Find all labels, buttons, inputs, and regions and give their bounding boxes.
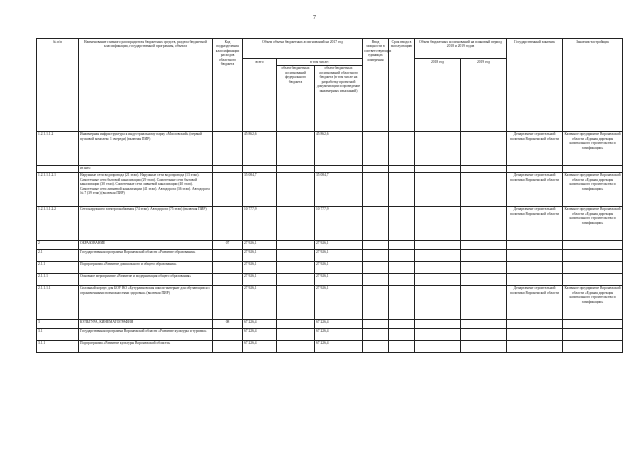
header-federal: объем бюджетных ассигнований федерального бюджета xyxy=(277,65,315,131)
cell-power xyxy=(363,261,389,273)
header-num: № п/п xyxy=(37,39,79,132)
header-planned: Объем бюджетных ассигнований на плановый период 2018 и 2019 годов xyxy=(415,39,507,59)
cell-regional: 27 926,1 xyxy=(315,240,363,249)
cell-total: 67 226,4 xyxy=(243,319,277,328)
cell-power xyxy=(363,165,389,172)
cell-code xyxy=(213,165,243,172)
table-row xyxy=(37,261,623,273)
cell-code xyxy=(213,131,243,165)
table-row xyxy=(37,165,623,172)
header-customer: Государственный заказчик xyxy=(507,39,563,132)
cell-customer xyxy=(507,261,563,273)
cell-regional: 35 084,7 xyxy=(315,172,363,206)
table-row xyxy=(37,206,623,240)
cell-code xyxy=(213,172,243,206)
table-row xyxy=(37,240,623,249)
cell-period xyxy=(389,261,415,273)
table-row xyxy=(37,285,623,319)
cell-code xyxy=(213,273,243,285)
cell-regional: 27 926,1 xyxy=(315,285,363,319)
cell-num: 3 xyxy=(37,319,79,328)
cell-2019 xyxy=(461,172,507,206)
cell-customer: Департамент строительной политики Воронежской области xyxy=(507,131,563,165)
cell-2018 xyxy=(415,240,461,249)
cell-2019 xyxy=(461,261,507,273)
cell-2018 xyxy=(415,206,461,240)
cell-power xyxy=(363,249,389,261)
cell-federal xyxy=(277,165,315,172)
cell-regional: 10 777,9 xyxy=(315,206,363,240)
cell-customer xyxy=(507,319,563,328)
cell-name: ОБРАЗОВАНИЕ xyxy=(79,240,213,249)
cell-2018 xyxy=(415,172,461,206)
cell-customer xyxy=(507,249,563,261)
cell-num: 1.2.1.1.1.2.2 xyxy=(37,206,79,240)
cell-builder: Казенное предприятие Воронежской области «Единая дирекция капитального строительства и газификации» xyxy=(563,131,623,165)
cell-builder xyxy=(563,319,623,328)
table-row xyxy=(37,340,623,352)
cell-2018 xyxy=(415,328,461,340)
cell-power xyxy=(363,240,389,249)
cell-2019 xyxy=(461,206,507,240)
table-row xyxy=(37,319,623,328)
cell-2019 xyxy=(461,319,507,328)
table-row xyxy=(37,172,623,206)
cell-num: 3.1 xyxy=(37,328,79,340)
cell-num: 2.1.1.1 xyxy=(37,273,79,285)
cell-total: 10 777,9 xyxy=(243,206,277,240)
cell-code xyxy=(213,285,243,319)
cell-total: 27 926,1 xyxy=(243,240,277,249)
cell-num: 3.1.1 xyxy=(37,340,79,352)
table-row xyxy=(37,273,623,285)
cell-customer xyxy=(507,240,563,249)
cell-2018 xyxy=(415,285,461,319)
cell-builder: Казенное предприятие Воронежской области «Единая дирекция капитального строительства и газификации» xyxy=(563,172,623,206)
cell-name: Подпрограмма «Развитие культуры Воронежской области» xyxy=(79,340,213,352)
cell-period xyxy=(389,249,415,261)
cell-num: 2 xyxy=(37,240,79,249)
cell-builder xyxy=(563,165,623,172)
cell-power xyxy=(363,172,389,206)
table-row xyxy=(37,131,623,165)
cell-2018 xyxy=(415,319,461,328)
cell-customer xyxy=(507,165,563,172)
header-2018: 2018 год xyxy=(415,59,461,132)
cell-name: Основное мероприятие «Развитие и модернизация общего образования» xyxy=(79,273,213,285)
cell-2019 xyxy=(461,165,507,172)
cell-period xyxy=(389,273,415,285)
cell-federal xyxy=(277,206,315,240)
cell-federal xyxy=(277,273,315,285)
cell-total: 67 226,4 xyxy=(243,340,277,352)
header-name: Наименование главного распорядителя бюджетных средств, раздела бюджетной классификации, государственной программы, объекта xyxy=(79,39,213,132)
cell-federal xyxy=(277,285,315,319)
cell-name: Инженерная инфраструктура к индустриальному парку «Масловский» (первый пусковой комплекс 1 очереди) (включая ПИР) xyxy=(79,131,213,165)
cell-num: 2.1.1 xyxy=(37,261,79,273)
cell-2018 xyxy=(415,340,461,352)
cell-regional: 27 926,1 xyxy=(315,273,363,285)
cell-num: 1.2.1.1.1.2.1 xyxy=(37,172,79,206)
cell-regional: 67 226,4 xyxy=(315,328,363,340)
header-code: Код подразделения классификации расходов областного бюджета xyxy=(213,39,243,132)
cell-federal xyxy=(277,328,315,340)
cell-total: 27 926,1 xyxy=(243,261,277,273)
cell-power xyxy=(363,131,389,165)
header-regional: объем бюджетных ассигнований областного бюджета (в том числе на разработку проектной документации и проведение инженерных изысканий) xyxy=(315,65,363,131)
cell-period xyxy=(389,340,415,352)
cell-total: 35 084,7 xyxy=(243,172,277,206)
cell-total xyxy=(243,165,277,172)
cell-2019 xyxy=(461,340,507,352)
cell-name: Государственная программа Воронежской области «Развитие образования» xyxy=(79,249,213,261)
cell-federal xyxy=(277,240,315,249)
header-power: Ввод мощности в соответствующих единицах измерения xyxy=(363,39,389,132)
cell-total: 27 926,1 xyxy=(243,273,277,285)
cell-total: 45 862,6 xyxy=(243,131,277,165)
cell-customer: Департамент строительной политики Воронежской области xyxy=(507,206,563,240)
cell-customer xyxy=(507,328,563,340)
cell-2018 xyxy=(415,249,461,261)
cell-2019 xyxy=(461,285,507,319)
cell-total: 27 926,1 xyxy=(243,249,277,261)
cell-2018 xyxy=(415,131,461,165)
cell-federal xyxy=(277,340,315,352)
cell-2018 xyxy=(415,165,461,172)
header-2019: 2019 год xyxy=(461,59,507,132)
cell-builder xyxy=(563,249,623,261)
cell-builder xyxy=(563,273,623,285)
cell-num xyxy=(37,165,79,172)
cell-federal xyxy=(277,261,315,273)
cell-regional xyxy=(315,165,363,172)
cell-power xyxy=(363,319,389,328)
cell-name: Спальный корпус для БОУ ВО «Бутурлиновская школа-интернат для обучающихся с ограниченными возможностями здоровья» (включая ПИР) xyxy=(79,285,213,319)
cell-federal xyxy=(277,249,315,261)
cell-num: 2.1.1.1.1 xyxy=(37,285,79,319)
cell-name: Подпрограмма «Развитие дошкольного и общего образования» xyxy=(79,261,213,273)
cell-federal xyxy=(277,131,315,165)
cell-code xyxy=(213,340,243,352)
cell-customer xyxy=(507,273,563,285)
cell-builder xyxy=(563,240,623,249)
cell-num: 1.2.1.1.1.2 xyxy=(37,131,79,165)
cell-builder: Казенное предприятие Воронежской области «Единая дирекция капитального строительства и газификации» xyxy=(563,206,623,240)
cell-federal xyxy=(277,172,315,206)
cell-name: из них: xyxy=(79,165,213,172)
cell-code xyxy=(213,261,243,273)
cell-builder: Казенное предприятие Воронежской области «Единая дирекция капитального строительства и газификации» xyxy=(563,285,623,319)
table-row xyxy=(37,249,623,261)
cell-period xyxy=(389,285,415,319)
cell-period xyxy=(389,206,415,240)
cell-2018 xyxy=(415,273,461,285)
cell-num: 2.1 xyxy=(37,249,79,261)
cell-customer: Департамент строительной политики Воронежской области xyxy=(507,285,563,319)
cell-code: 08 xyxy=(213,319,243,328)
cell-regional: 67 226,4 xyxy=(315,340,363,352)
cell-power xyxy=(363,285,389,319)
cell-power xyxy=(363,206,389,240)
cell-power xyxy=(363,340,389,352)
cell-code xyxy=(213,328,243,340)
cell-power xyxy=(363,273,389,285)
cell-regional: 27 926,1 xyxy=(315,261,363,273)
cell-regional: 67 226,4 xyxy=(315,319,363,328)
cell-regional: 27 926,1 xyxy=(315,249,363,261)
cell-period xyxy=(389,240,415,249)
cell-total: 67 226,4 xyxy=(243,328,277,340)
header-period: Срок ввода в эксплуатацию xyxy=(389,39,415,132)
cell-power xyxy=(363,328,389,340)
budget-table xyxy=(36,38,623,353)
header-builder: Заказчик-застройщик xyxy=(563,39,623,132)
cell-builder xyxy=(563,340,623,352)
cell-regional: 45 862,6 xyxy=(315,131,363,165)
cell-federal xyxy=(277,319,315,328)
cell-code: 07 xyxy=(213,240,243,249)
cell-customer: Департамент строительной политики Воронежской области xyxy=(507,172,563,206)
table-row xyxy=(37,328,623,340)
cell-code xyxy=(213,249,243,261)
cell-2019 xyxy=(461,240,507,249)
cell-code xyxy=(213,206,243,240)
cell-2018 xyxy=(415,261,461,273)
table-body xyxy=(37,131,623,352)
cell-period xyxy=(389,165,415,172)
cell-name: Государственная программа Воронежской области «Развитие культуры и туризма» xyxy=(79,328,213,340)
cell-builder xyxy=(563,328,623,340)
cell-customer xyxy=(507,340,563,352)
cell-2019 xyxy=(461,131,507,165)
cell-period xyxy=(389,172,415,206)
cell-period xyxy=(389,319,415,328)
cell-name: КУЛЬТУРА, КИНЕМАТОГРАФИЯ xyxy=(79,319,213,328)
cell-2019 xyxy=(461,328,507,340)
cell-2019 xyxy=(461,273,507,285)
header-in-that: в том числе: xyxy=(277,59,363,66)
cell-name: Наружные сети водопровода (21 этап). Наружные сети водопровода (13 этап). Самотечные сети бытовой канализации (29 этап). Самотечные сети бытовой канализации (30 этап). Самотечные сети ливневой канализации (40 этап). Самотечные сети ливневой канализации (41 этап). Автодорога (36 этап). Автодорога № 7 (39 этап) (включая ПИР) xyxy=(79,172,213,206)
cell-total: 27 926,1 xyxy=(243,285,277,319)
header-volume-2017: Объем объема бюджетных ассигнований на 2017 год xyxy=(243,39,363,59)
cell-name: Сети наружного электроснабжения (74 этап). Автодорога (75 этап) (включая ПИР) xyxy=(79,206,213,240)
cell-2019 xyxy=(461,249,507,261)
cell-builder xyxy=(563,261,623,273)
cell-period xyxy=(389,328,415,340)
page-number: 7 xyxy=(313,15,316,21)
header-total: всего xyxy=(243,59,277,132)
cell-period xyxy=(389,131,415,165)
